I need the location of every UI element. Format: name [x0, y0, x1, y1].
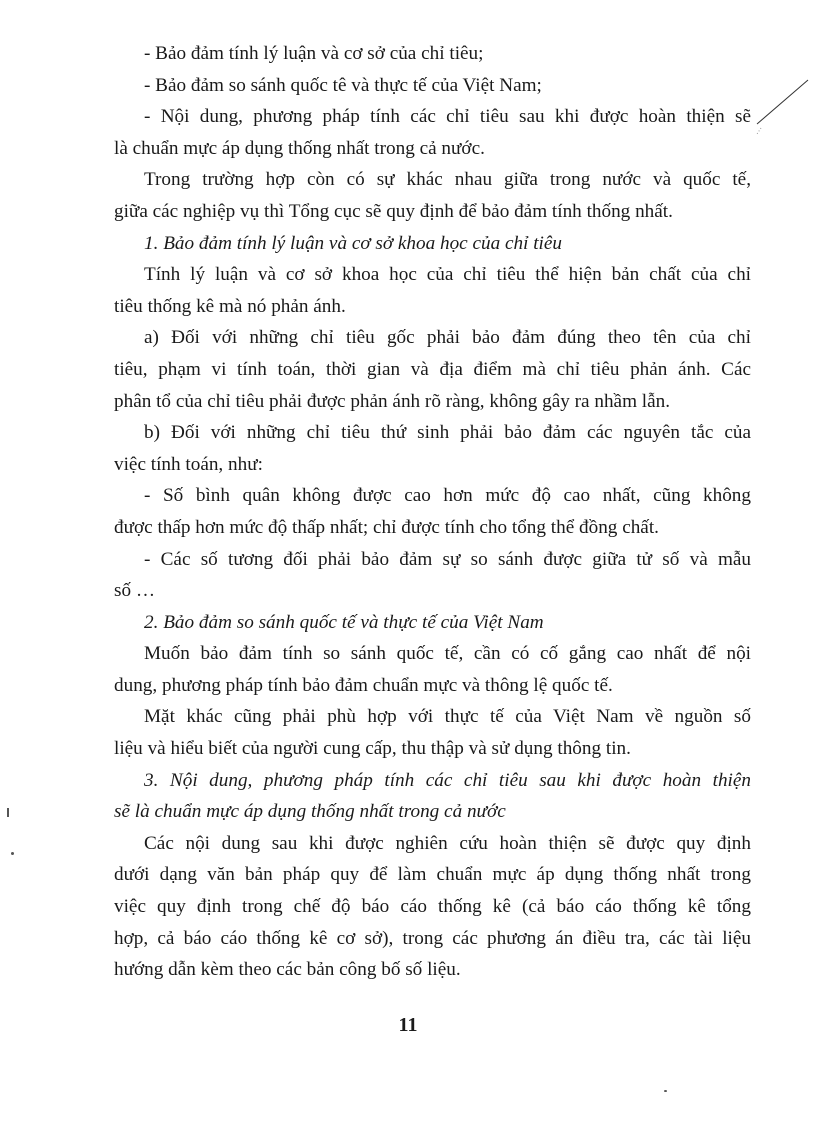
- paragraph-line: tiêu thống kê mà nó phản ánh.: [114, 295, 346, 317]
- paragraph-line: số …: [114, 580, 156, 602]
- paragraph-line: tiêu, phạm vi tính toán, thời gian và địa điểm mà chỉ tiêu phản ánh. Các: [114, 358, 751, 380]
- bullet-line: - Bảo đảm tính lý luận và cơ sở của chỉ tiêu;: [144, 43, 484, 64]
- paragraph-line: hướng dẫn kèm theo các bản công bố số liệu.: [114, 959, 461, 981]
- paragraph-line: Mặt khác cũng phải phù hợp với thực tế của Việt Nam về nguồn số: [144, 706, 751, 728]
- bullet-line: - Nội dung, phương pháp tính các chỉ tiêu sau khi được hoàn thiện sẽ: [144, 106, 751, 128]
- paragraph-line: phân tổ của chỉ tiêu phải được phản ánh rõ ràng, không gây ra nhầm lẫn.: [114, 390, 671, 412]
- scan-speck: [664, 1090, 667, 1092]
- paragraph-line: giữa các nghiệp vụ thì Tổng cục sẽ quy định để bảo đảm tính thống nhất.: [114, 200, 673, 222]
- paragraph-line: b) Đối với những chỉ tiêu thứ sinh phải bảo đảm các nguyên tắc của: [144, 422, 751, 444]
- paragraph-line: việc quy định trong chế độ báo cáo thống kê (cả báo cáo thống kê tổng: [114, 896, 751, 918]
- body-text: [114, 38, 751, 986]
- paragraph-line: việc tính toán, như:: [114, 453, 263, 475]
- bullet-line: - Bảo đảm so sánh quốc tê và thực tế của Việt Nam;: [144, 74, 542, 96]
- paragraph-line: a) Đối với những chỉ tiêu gốc phải bảo đảm đúng theo tên của chỉ: [144, 327, 751, 349]
- paragraph-line: được thấp hơn mức độ thấp nhất; chỉ được tính cho tổng thể đồng chất.: [114, 516, 659, 538]
- scan-mark: [755, 78, 815, 138]
- scan-speck: [7, 808, 9, 817]
- paragraph-line: liệu và hiểu biết của người cung cấp, thu thập và sử dụng thông tin.: [114, 738, 631, 760]
- paragraph-line: Trong trường hợp còn có sự khác nhau giữa trong nước và quốc tế,: [144, 169, 751, 191]
- paragraph-line: Tính lý luận và cơ sở khoa học của chỉ tiêu thể hiện bản chất của chỉ: [144, 264, 751, 286]
- paragraph-line: Muốn bảo đảm tính so sánh quốc tế, cần có cố gắng cao nhất để nội: [144, 643, 751, 665]
- scan-speck: [11, 852, 14, 855]
- bullet-line: - Các số tương đối phải bảo đảm sự so sánh được giữa tử số và mẫu: [144, 548, 751, 570]
- page-number: 11: [398, 1014, 418, 1036]
- section-heading: 2. Bảo đảm so sánh quốc tế và thực tế của Việt Nam: [144, 611, 544, 633]
- section-heading: 3. Nội dung, phương pháp tính các chỉ tiêu sau khi được hoàn thiện: [144, 769, 751, 791]
- paragraph-line: là chuẩn mực áp dụng thống nhất trong cả nước.: [114, 137, 485, 159]
- paragraph-line: dưới dạng văn bản pháp quy để làm chuẩn mực áp dụng thống nhất trong: [114, 864, 751, 886]
- section-heading: sẽ là chuẩn mực áp dụng thống nhất trong cả nước: [114, 801, 506, 823]
- bullet-line: - Số bình quân không được cao hơn mức độ cao nhất, cũng không: [144, 485, 751, 507]
- paragraph-line: Các nội dung sau khi được nghiên cứu hoàn thiện sẽ được quy định: [144, 832, 751, 854]
- paragraph-line: dung, phương pháp tính bảo đảm chuẩn mực và thông lệ quốc tế.: [114, 674, 613, 696]
- paragraph-line: hợp, cả báo cáo thống kê cơ sở), trong các phương án điều tra, các tài liệu: [114, 927, 751, 949]
- section-heading: 1. Bảo đảm tính lý luận và cơ sở khoa học của chỉ tiêu: [144, 232, 563, 254]
